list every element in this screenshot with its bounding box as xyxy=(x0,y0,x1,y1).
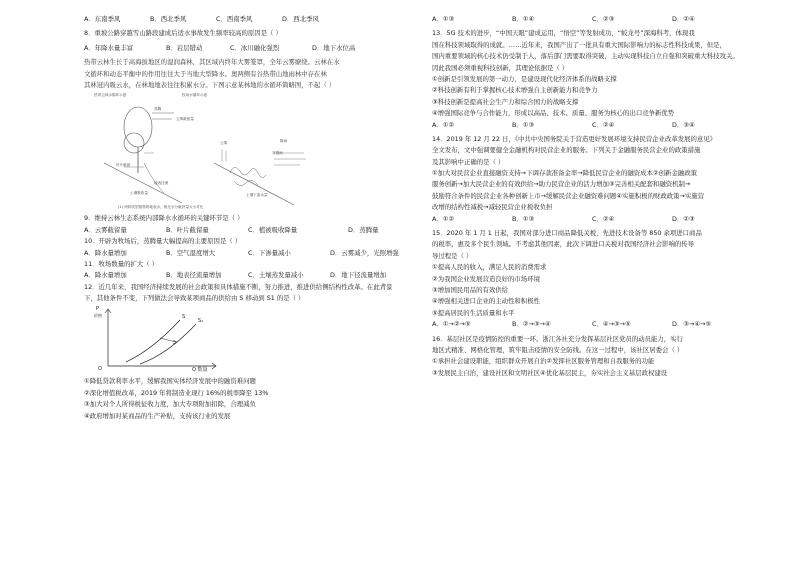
option-b: B．岩层错动 xyxy=(166,43,203,52)
q13-stem-line: 国在科技领域取得的成就。……近年来，我国产出了一批具有重大国际影响力的标志性科技成果，但是， xyxy=(432,40,726,49)
option-b: B．西北季风 xyxy=(150,15,187,23)
option-d: D．地下径流量增加 xyxy=(330,271,387,280)
option-c: C．下渗量减小 xyxy=(248,248,291,257)
option-d: D．云雾减少，光照增强 xyxy=(330,248,399,257)
q15-item: ③增加国民用品的有效供给 xyxy=(432,285,509,294)
option-a: A．①③ xyxy=(432,15,455,23)
label-throughfall: 穿透雨 xyxy=(272,151,283,156)
q13-item: ③科技创新是提高社会生产力和综合国力的战略支撑 xyxy=(432,97,579,106)
option-b: B．地表径流量增加 xyxy=(166,271,222,280)
q12-stem-line: 下，其他条件不变，下列做法会导致某项商品的供给由 S 移动到 S1 的是（ ） xyxy=(84,294,305,303)
q15-item: ⑤提高居民的生活质量和水平 xyxy=(432,308,515,317)
q13-item: ①创新是引领发展的第一动力，是建设现代化经济体系的战略支撑 xyxy=(432,74,617,83)
option-d: D．③④ xyxy=(672,120,695,129)
option-b: B．空气湿度增大 xyxy=(166,248,216,257)
option-a: A．降水量增加 xyxy=(84,248,127,257)
q9-options xyxy=(84,225,434,236)
q11-options xyxy=(84,270,434,281)
q11-stem: 11．牧场数量的扩大（ ） xyxy=(84,259,159,268)
q14-options xyxy=(432,214,788,225)
label-fog-interception: 云雾截留量 xyxy=(176,117,194,122)
q9-stem: 9．维持云林生态系统内部降水水循环的关键环节是（ ） xyxy=(84,214,244,223)
q14-item-line: 改增的结构性减税→减轻民营企业税收负担 xyxy=(432,203,553,212)
q14-item-line: 服务创新→加大民营企业的有效供给→助力民营企业的活力增加③完善相关配套和融资机制→ xyxy=(432,180,691,189)
q15-stem-line: 15．2020 年 1 月 1 日起，我国对部分进口商品降低关税，先进技术设备等 850 余项进口商品 xyxy=(432,229,702,238)
option-a: A．①→②→⑤ xyxy=(432,320,471,329)
option-c: C．②④ xyxy=(592,120,615,129)
graph-graphic xyxy=(96,306,226,374)
q15-options xyxy=(432,319,788,330)
label-soil-infiltration: 土壤下渗水量 xyxy=(246,193,268,198)
diagram-caption-left: 热带云林水循环示意 xyxy=(94,93,127,98)
q12-item: ③加大对个人所得税征收力度，加大专项附加扣除，合理减负 xyxy=(84,400,256,409)
q16-stem-line: 地区式精准、网格化管理，筑牢阻击疫情的安全防线。在这一过程中，该社区居委会（ ） xyxy=(432,345,684,354)
q15-item: ④增强相关进口企业的主动性和积极性 xyxy=(432,297,540,306)
q12-item: ①降低贷款利率水平，缓解我国实体经济发展中的融资难问题 xyxy=(84,377,256,386)
label-runoff: 地表径流 xyxy=(154,181,169,186)
option-c: C．②③ xyxy=(592,15,615,23)
q10-stem: 10．开辟为牧场后，蒸腾量大幅提高的主要原因是（ ） xyxy=(84,237,242,246)
option-a: A．①② xyxy=(432,120,455,129)
option-d: D．②③ xyxy=(672,214,695,223)
passage-line: 热带云林生长于高海拔地区的湿润森林，其区域内终年大雾笼罩，全年云雾缭绕。云林在水 xyxy=(84,58,340,67)
x-axis-label: Q 数量 xyxy=(192,367,208,374)
option-d: D．③→④→⑤ xyxy=(672,320,712,329)
passage-line: 文循环和动态平衡中的作用往往大于当地大型降水。奥两侧有谷热带山地雨林中存在林 xyxy=(84,69,327,78)
q13-item: ②科技创新有利于掌握核心技术增强自主创新能力和竞争力 xyxy=(432,86,598,95)
q13-stem-line: 因此我国必须重视科技创新，其理论依据是（ ） xyxy=(432,63,569,72)
left-column xyxy=(84,14,434,422)
q8-options xyxy=(84,43,434,54)
q15-stem-line: 导过程是（ ） xyxy=(432,251,473,260)
supply-curve-graph xyxy=(96,306,226,374)
curve-s-label: S xyxy=(182,314,186,321)
option-b: B．②→③→④ xyxy=(512,320,551,329)
q12-item: ②深化增值税改革，2019 年将制造业现行 16%的税率降至 13% xyxy=(84,388,269,397)
label-fog: 云雾 xyxy=(220,141,228,146)
option-b: B．①④ xyxy=(512,15,535,23)
q14-stem-line: 14．2019 年 12 月 22 日，《中共中央国务院关于营造更好发展环境支持民营企业改革发展的意见》 xyxy=(432,134,717,143)
q15-item: ①提高人民的收入，满足人民的消费需求 xyxy=(432,263,547,272)
option-c: C．②④ xyxy=(592,214,615,223)
q10-options xyxy=(84,248,434,259)
q12-stem-line: 12．近几年来，我国经济持续发展的社会政策和具体措施不断，努力推进，推进供给侧结构性改革。在此背景 xyxy=(84,282,393,291)
option-c: C．植被吸收降量 xyxy=(248,225,298,234)
option-b: B．①③ xyxy=(512,120,535,129)
water-cycle-diagram xyxy=(94,93,334,211)
q14-stem-line: 及其影响中正确的是（ ） xyxy=(432,157,505,166)
option-d: D．地下水位高 xyxy=(312,43,356,52)
diagram-caption-right: 牧场水循环示意 xyxy=(182,93,208,98)
label-leaf-interception: 叶片截留 xyxy=(116,163,131,168)
option-c: C．冰川融化强烈 xyxy=(230,43,280,52)
diagram-footer: (1) 两种类型植物的地表水，相比水分截获量大小对比 xyxy=(118,205,204,210)
q12-item: ④政府增加对某商品的生产补贴，支持该行业的发展 xyxy=(84,411,231,420)
option-c: C．西南季风 xyxy=(216,15,253,23)
option-a: A．①② xyxy=(432,214,455,223)
q16-stem-line: 16．基层社区是疫情防控的重要一环。浙江各社充分发挥基层社区党员的动员能力，实行 xyxy=(432,334,683,343)
option-d: D．②④ xyxy=(672,15,695,23)
q13-item: ④增强国际竞争与合作能力，形成以高品、技术、质量、服务为核心的出口竞争新优势 xyxy=(432,109,675,118)
option-c: C．④→③→⑤ xyxy=(592,320,631,329)
option-a: A．云雾截留量 xyxy=(84,225,127,234)
option-c: C．土壤蒸发量减小 xyxy=(248,271,304,280)
q13-stem-line: 国内重要领域的核心技术仍受制于人，落后部门需要取得突破，主动实现科技自立自强和突破重大科技攻关。 xyxy=(432,52,739,61)
q13-stem-line: 13．5G 技术的进步，“中国天眼”建成运用，“悟空”等发射成功，“蛟龙号”深海科考，体现我 xyxy=(432,29,695,38)
right-column xyxy=(432,14,788,379)
q16-item: ①承担社会建设职能，组织群众开展自治②发挥社区服务管理和自我服务的功能 xyxy=(432,357,655,366)
q14-stem-line: 全文发布，文中强调要健全金融机构对民营企业的服务。下列关于金融服务民营企业的政策措施 xyxy=(432,146,701,155)
option-b: B．①③ xyxy=(512,214,535,223)
y-axis-sublabel: 价格 xyxy=(94,313,102,319)
option-a: A．东南季风 xyxy=(84,15,121,23)
q14-item-line: ①加大对民营企业直接融资支持→下调存款准备金率→降低民营企业的融资成本②创新金融政策 xyxy=(432,169,698,178)
passage-line: 其林冠内吸云水，在林地地表往往积累水分。下图示意某林地的水循环简略图，不起（ ） xyxy=(84,80,336,89)
curve-s1-label: S₁ xyxy=(198,318,204,325)
q7-options xyxy=(84,14,434,25)
label-transpiration: 蒸腾 xyxy=(154,107,162,112)
y-axis-label: P xyxy=(96,306,100,313)
q8-stem: 8．重坡公路穿越雪山路段建成后适水事故发生频率较高的原因是（ ） xyxy=(84,29,282,38)
option-b: B．叶片截留量 xyxy=(166,225,209,234)
option-a: A．降水量增加 xyxy=(84,271,127,280)
label-soil-absorption: 土壤吸收量 xyxy=(130,191,148,196)
origin-label: O xyxy=(98,366,102,373)
q13-options xyxy=(432,120,788,131)
option-d: D．西北季风 xyxy=(282,15,319,23)
q15-item: ②为我国企业发展营造良好的市场环境 xyxy=(432,274,540,283)
q15-stem-line: 的税率，惠及多个民生领域。不考虑其他因素，此次下调进口关税对我国经济社会影响的传导 xyxy=(432,240,695,249)
option-a: A．年降水量丰富 xyxy=(84,43,134,52)
q12-options xyxy=(432,14,788,25)
label-rain: 降雨 xyxy=(280,139,288,144)
q14-item-line: 鼓励符合条件的民营企业各种创新上市→缓解民营企业融资难问题④实施积极的财政政策→实施营 xyxy=(432,191,705,200)
option-d: D．蒸腾量 xyxy=(348,225,379,234)
q16-item: ③发展民主自治，建设社区和文明社区④优化基层民主，夯实社会主义基层政权建设 xyxy=(432,368,668,377)
